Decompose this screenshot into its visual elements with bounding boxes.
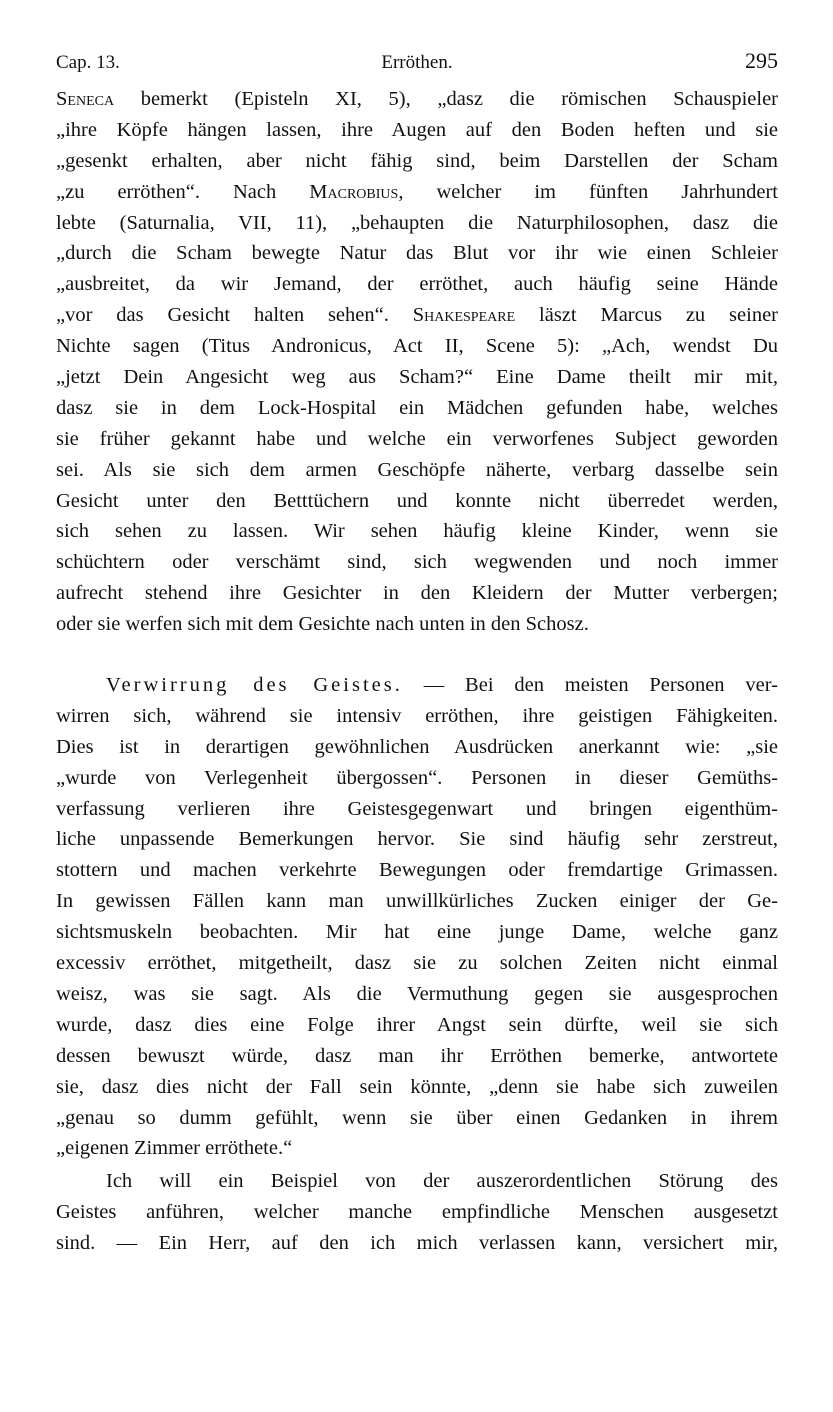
text-line: dasz sie in dem Lock-Hospital ein Mädchen gefunden habe, welches — [56, 396, 778, 419]
text-line: Geistes anführen, welcher manche empfindliche Menschen ausgesetzt — [56, 1201, 778, 1224]
paragraph-quotations — [56, 84, 778, 640]
text-line — [56, 84, 778, 115]
text-line: Ich will ein Beispiel von der auszerordentlichen Störung des — [106, 1170, 778, 1193]
text-line: „gesenkt erhalten, aber nicht fähig sind, beim Darstellen der Scham — [56, 149, 778, 172]
text-line: sich sehen zu lassen. Wir sehen häufig kleine Kinder, wenn sie — [56, 520, 778, 543]
running-title: Erröthen. — [381, 52, 453, 73]
text-line: „eigenen Zimmer erröthete.“ — [56, 1137, 293, 1160]
author-name-seneca: Seneca — [56, 88, 115, 110]
text-segment: , welcher im fünften Jahrhundert — [398, 180, 778, 203]
text-line — [56, 670, 778, 701]
text-segment: „vor das Gesicht halten sehen“. — [56, 304, 413, 327]
text-line: In gewissen Fällen kann man unwillkürliches Zucken einiger der Ge- — [56, 890, 778, 913]
text-line: „genau so dumm gefühlt, wenn sie über einen Gedanken in ihrem — [56, 1106, 778, 1129]
chapter-label: Cap. 13. — [56, 52, 120, 73]
text-line: wurde, dasz dies eine Folge ihrer Angst sein dürfte, weil sie sich — [56, 1013, 778, 1036]
text-line — [56, 300, 778, 331]
text-line: Nichte sagen (Titus Andronicus, Act II, Scene 5): „Ach, wendst Du — [56, 335, 778, 358]
text-line: liche unpassende Bemerkungen hervor. Sie sind häufig sehr zerstreut, — [56, 828, 778, 851]
text-segment: „zu erröthen“. Nach — [56, 180, 310, 203]
text-line: Dies ist in derartigen gewöhnlichen Ausdrücken anerkannt wie: „sie — [56, 735, 778, 758]
text-segment: läszt Marcus zu seiner — [515, 304, 778, 327]
text-line: „durch die Scham bewegte Natur das Blut vor ihr wie einen Schleier — [56, 242, 778, 265]
author-name-macrobius: Macrobius — [309, 180, 399, 203]
author-name-shakespeare: Shakespeare — [412, 304, 516, 327]
text-line: „ihre Köpfe hängen lassen, ihre Augen auf den Boden heften und sie — [56, 118, 778, 141]
text-line: „ausbreitet, da wir Jemand, der erröthet, auch häufig seine Hände — [56, 273, 778, 296]
text-line: sie früher gekannt habe und welche ein verworfenes Subject geworden — [56, 427, 778, 450]
text-line: oder sie werfen sich mit dem Gesichte nach unten in den Schosz. — [56, 613, 589, 636]
text-line: excessiv erröthet, mitgetheilt, dasz sie zu solchen Zeiten nicht einmal — [56, 952, 778, 975]
text-line — [56, 177, 778, 208]
text-line: sind. — Ein Herr, auf den ich mich verlassen kann, versichert mir, — [56, 1232, 778, 1255]
text-line: wirren sich, während sie intensiv erröthen, ihre geistigen Fähigkeiten. — [56, 704, 778, 727]
text-segment: — Bei den meisten Personen ver- — [402, 674, 778, 697]
text-line: verfassung verlieren ihre Geistesgegenwart und bringen eigenthüm- — [56, 797, 778, 820]
section-gap — [56, 640, 778, 670]
book-page — [56, 44, 778, 1259]
text-line: weisz, was sie sagt. Als die Vermuthung gegen sie ausgesprochen — [56, 982, 778, 1005]
text-line: stottern und machen verkehrte Bewegungen oder fremdartige Grimassen. — [56, 859, 778, 882]
text-line: „wurde von Verlegenheit übergossen“. Personen in dieser Gemüths- — [56, 766, 778, 789]
running-head — [56, 44, 778, 84]
page-number: 295 — [745, 48, 778, 73]
text-line: sie, dasz dies nicht der Fall sein könnte, „denn sie habe sich zuweilen — [56, 1075, 778, 1098]
section-heading: Verwirrung des Geistes. — [106, 674, 403, 697]
text-line: dessen bewuszt würde, dasz man ihr Erröthen bemerke, antwortete — [56, 1044, 778, 1067]
text-line: „jetzt Dein Angesicht weg aus Scham?“ Eine Dame theilt mir mit, — [56, 366, 778, 389]
text-line: Gesicht unter den Betttüchern und konnte nicht überredet werden, — [56, 489, 778, 512]
text-line: lebte (Saturnalia, VII, 11), „behaupten die Naturphilosophen, dasz die — [56, 211, 778, 234]
text-line: sichtsmuskeln beobachten. Mir hat eine junge Dame, welche ganz — [56, 921, 778, 944]
paragraph-example — [56, 1166, 778, 1259]
text-segment: bemerkt (Episteln XI, 5), „dasz die römischen Schauspieler — [114, 88, 778, 110]
text-line: sei. Als sie sich dem armen Geschöpfe näherte, verbarg dasselbe sein — [56, 458, 778, 481]
text-line: aufrecht stehend ihre Gesichter in den Kleidern der Mutter verbergen; — [56, 582, 778, 605]
paragraph-confusion — [56, 670, 778, 1164]
text-line: schüchtern oder verschämt sind, sich wegwenden und noch immer — [56, 551, 778, 574]
